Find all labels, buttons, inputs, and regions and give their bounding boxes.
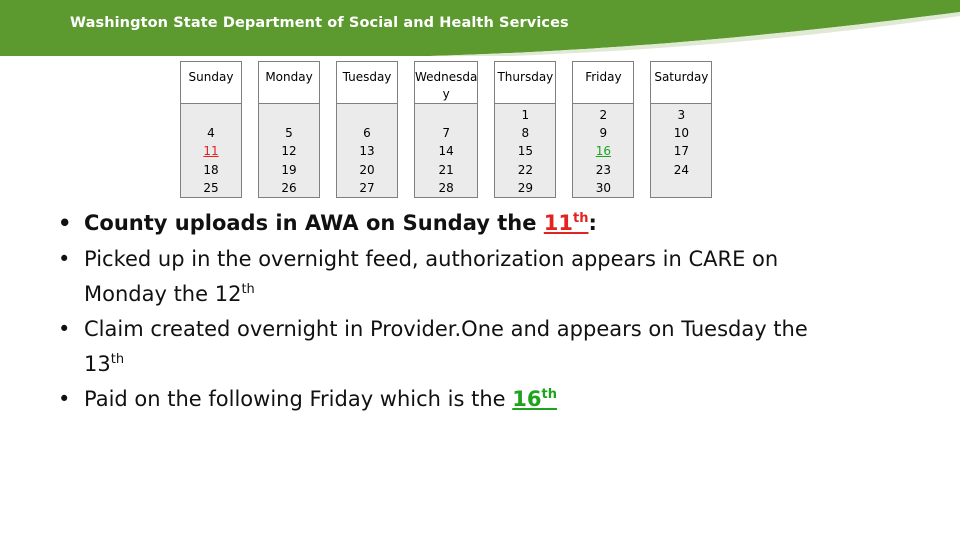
day-column-friday [572, 103, 634, 198]
date-cell: 17 [673, 144, 690, 159]
bullet-dot-icon: • [58, 317, 71, 341]
day-header-tuesday: Tuesday [336, 61, 398, 103]
date-cell: 20 [359, 162, 375, 177]
date-cell [181, 106, 241, 124]
date-cell-highlight-green: 16 [595, 144, 612, 159]
agency-title: Washington State Department of Social and Health Services [70, 15, 569, 31]
bullet-item [58, 311, 908, 381]
day-header-saturday: Saturday [650, 61, 712, 103]
highlight-date-red: 11th [543, 211, 589, 235]
bullet-dot-icon: • [58, 211, 72, 235]
date-cell: 25 [203, 180, 219, 195]
day-header-wednesday: Wednesda y [414, 61, 478, 103]
bullet-text: Claim created overnight in Provider.One and appears on Tuesday the [84, 317, 808, 341]
highlight-date-green: 16th [512, 387, 557, 411]
bullet-item: • County uploads in AWA on Sunday the 11th: [58, 205, 908, 241]
date-cell [337, 106, 397, 124]
day-column-monday [258, 103, 320, 198]
day-header-friday: Friday [572, 61, 634, 103]
day-column-wednesday [414, 103, 478, 198]
date-cell: 24 [673, 162, 690, 177]
bullet-dot-icon: • [58, 387, 71, 411]
date-cell [415, 106, 477, 124]
date-cell: 8 [521, 126, 530, 141]
calendar-table [180, 61, 712, 198]
day-header-sunday: Sunday [180, 61, 242, 103]
date-cell: 28 [438, 180, 454, 195]
date-cell: 27 [359, 180, 375, 195]
date-cell: 21 [438, 162, 454, 177]
bullet-item [58, 241, 908, 311]
header-banner [0, 0, 960, 56]
date-cell: 3 [677, 108, 686, 122]
bullet-text: Picked up in the overnight feed, authorization appears in CARE on [84, 247, 779, 271]
bullet-text: County uploads in AWA on Sunday the [84, 211, 544, 235]
date-cell: 26 [281, 180, 297, 195]
date-cell: 5 [285, 126, 293, 141]
day-column-sunday [180, 103, 242, 198]
calendar-header-row [180, 61, 712, 103]
day-header-thursday: Thursday [494, 61, 556, 103]
date-cell: 1 [521, 108, 530, 122]
date-cell: 13 [359, 144, 375, 159]
date-cell: 19 [281, 162, 297, 177]
day-column-saturday [650, 103, 712, 198]
date-cell [651, 179, 711, 197]
date-cell: 2 [599, 108, 608, 122]
day-header-monday: Monday [258, 61, 320, 103]
day-column-tuesday [336, 103, 398, 198]
date-cell: 10 [673, 126, 690, 141]
date-cell: 23 [595, 162, 612, 177]
date-cell: 7 [442, 126, 450, 141]
date-cell [259, 106, 319, 124]
date-cell-highlight-red: 11 [203, 144, 219, 159]
day-column-thursday [494, 103, 556, 198]
bullet-text: Paid on the following Friday which is the [84, 387, 513, 411]
date-cell: 14 [438, 144, 454, 159]
bullet-dot-icon: • [58, 247, 71, 271]
calendar-dates-row [180, 103, 712, 198]
date-cell: 30 [595, 180, 612, 195]
date-cell: 15 [517, 144, 534, 159]
bullet-item [58, 381, 908, 417]
date-cell: 12 [281, 144, 297, 159]
date-cell: 18 [203, 162, 219, 177]
date-cell: 22 [517, 162, 534, 177]
date-cell: 4 [207, 126, 215, 141]
date-cell: 29 [517, 180, 534, 195]
date-cell: 6 [363, 126, 371, 141]
bullet-text-continuation: 13th [84, 352, 125, 376]
date-cell: 9 [599, 126, 608, 141]
bullet-text-continuation: Monday the 12th [84, 282, 255, 306]
bullet-list [58, 205, 908, 417]
